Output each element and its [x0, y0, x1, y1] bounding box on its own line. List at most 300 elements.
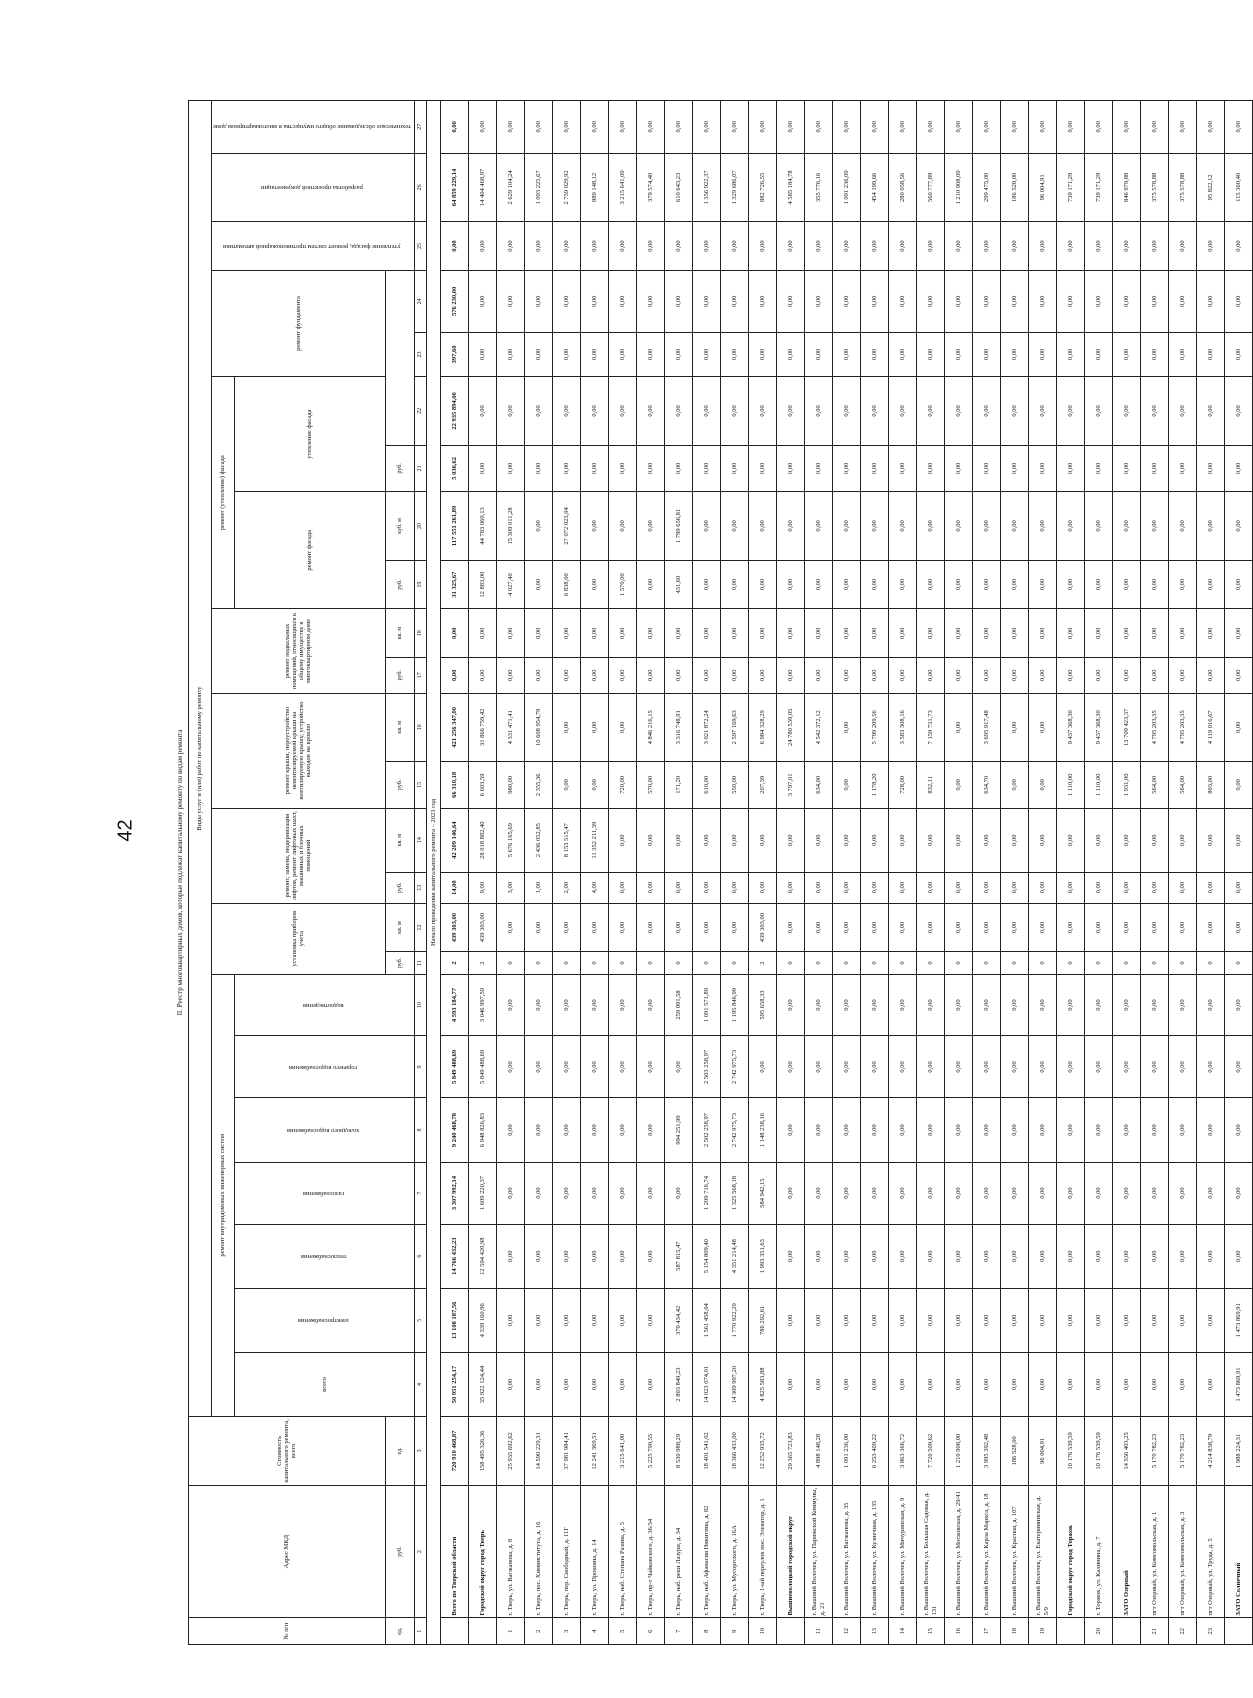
value-cell: 0,00 — [581, 1162, 609, 1224]
header-hot-water: горячего водоснабжения — [235, 1036, 415, 1098]
value-cell: 0,00 — [1225, 101, 1253, 154]
value-cell: 0,00 — [1169, 1352, 1197, 1416]
value-cell: 0,00 — [553, 1288, 581, 1352]
value-cell: 3 583 308,16 — [889, 693, 917, 762]
value-cell: 0,00 — [1085, 1162, 1113, 1224]
col-num: 3 — [415, 1417, 427, 1486]
value-cell: 0,00 — [665, 270, 693, 332]
row-number — [1225, 1618, 1253, 1645]
value-cell: 0,00 — [1029, 974, 1057, 1036]
value-cell: 0,00 — [497, 658, 525, 693]
value-cell: 0,00 — [525, 222, 553, 271]
address-cell: г. Тверь, наб. реки Лазури, д. 34 — [665, 1485, 693, 1618]
value-cell: 0 — [1225, 952, 1253, 974]
address-cell: г. Тверь, наб. Афанасия Никитина, д. 82 — [693, 1485, 721, 1618]
value-cell: 1,00 — [525, 872, 553, 903]
address-cell: г. Вышний Волочек, ул. Екатерининская, д. 5/9 — [1029, 1485, 1057, 1618]
value-cell: 0 — [721, 952, 749, 974]
value-cell: 0,00 — [1197, 872, 1225, 903]
value-cell: 0,00 — [805, 560, 833, 609]
value-cell: 0,00 — [525, 1224, 553, 1288]
value-cell: 439 303,00 — [469, 903, 497, 952]
value-cell: 14,00 — [441, 872, 469, 903]
value-cell: 18 401 541,02 — [693, 1417, 721, 1486]
value-cell: 1 473 869,91 — [1225, 1352, 1253, 1416]
value-cell: 1 473 869,91 — [1225, 1288, 1253, 1352]
value-cell: 0,00 — [665, 445, 693, 491]
value-cell: 0,00 — [469, 101, 497, 154]
value-cell: 4 214 838,79 — [1197, 1417, 1225, 1486]
value-cell: 0,00 — [581, 270, 609, 332]
row-number: 19 — [1029, 1618, 1057, 1645]
value-cell: 0,00 — [665, 1036, 693, 1098]
value-cell: 0 — [1169, 952, 1197, 974]
value-cell: 0,00 — [861, 808, 889, 872]
value-cell: 0 — [1113, 952, 1141, 974]
value-cell: 2,00 — [553, 872, 581, 903]
value-cell: 0,00 — [833, 609, 861, 658]
row-number: 13 — [861, 1618, 889, 1645]
value-cell: 0 — [665, 952, 693, 974]
value-cell: 0,00 — [833, 101, 861, 154]
table-row — [805, 101, 833, 1645]
value-cell: 0,00 — [1001, 1224, 1029, 1288]
col-num: 11 — [415, 952, 427, 974]
value-cell: 0,00 — [1225, 377, 1253, 446]
value-cell: 0,00 — [833, 492, 861, 561]
value-cell: 0,00 — [1197, 974, 1225, 1036]
value-cell: 0,00 — [805, 377, 833, 446]
table-row — [581, 101, 609, 1645]
value-cell: 0,00 — [917, 445, 945, 491]
value-cell: 0,00 — [665, 377, 693, 446]
value-cell: 0,00 — [1029, 1288, 1057, 1352]
address-cell: пгт Озерный, ул. Комсомольская, д. 1 — [1141, 1485, 1169, 1618]
value-cell: 14 766 432,23 — [441, 1224, 469, 1288]
value-cell: 0,00 — [917, 1288, 945, 1352]
value-cell: 0,00 — [861, 492, 889, 561]
value-cell: 0,00 — [1057, 1288, 1085, 1352]
value-cell: 64 859 229,14 — [441, 153, 469, 222]
value-cell: 95 822,12 — [1197, 153, 1225, 222]
row-number: 11 — [805, 1618, 833, 1645]
value-cell: 0,00 — [693, 872, 721, 903]
value-cell: 0,00 — [1085, 974, 1113, 1036]
value-cell: 96 004,91 — [1029, 1417, 1057, 1486]
value-cell: 0,00 — [861, 609, 889, 658]
value-cell: 0,00 — [889, 1036, 917, 1098]
value-cell: 0,00 — [1113, 1036, 1141, 1098]
value-cell: 0,00 — [1141, 1036, 1169, 1098]
value-cell: 4,00 — [581, 872, 609, 903]
address-cell: г. Тверь, ул. Мусоргского, д. 16А — [721, 1485, 749, 1618]
value-cell: 0 — [609, 952, 637, 974]
value-cell: 37 981 984,41 — [553, 1417, 581, 1486]
value-cell: 0,00 — [973, 1224, 1001, 1288]
value-cell: 0,00 — [693, 445, 721, 491]
value-cell: 0,00 — [721, 609, 749, 658]
value-cell: 0,00 — [1057, 377, 1085, 446]
value-cell: 0 — [1029, 952, 1057, 974]
value-cell: 0,00 — [665, 609, 693, 658]
unit-cum: куб. м — [385, 492, 414, 561]
value-cell: 0,00 — [777, 1036, 805, 1098]
value-cell: 115 360,40 — [1225, 153, 1253, 222]
value-cell: 0,00 — [917, 872, 945, 903]
value-cell: 14 404 468,97 — [469, 153, 497, 222]
value-cell: 5 225 790,55 — [637, 1417, 665, 1486]
value-cell: 0,00 — [973, 560, 1001, 609]
value-cell: 0,00 — [749, 332, 777, 376]
value-cell: 0,00 — [1169, 903, 1197, 952]
col-num: 27 — [415, 101, 427, 154]
value-cell: 0,00 — [973, 445, 1001, 491]
value-cell: 0,00 — [441, 658, 469, 693]
value-cell: 0,00 — [945, 1098, 973, 1162]
value-cell: 0,00 — [581, 222, 609, 271]
value-cell: 0,00 — [777, 1098, 805, 1162]
value-cell: 0,00 — [1141, 492, 1169, 561]
value-cell: 584 942,15 — [749, 1162, 777, 1224]
value-cell: 0,00 — [497, 332, 525, 376]
header-elevators: ремонт, замена, модернизация лифтов, ремонт лифтовых шахт, машинных и блочных помещений — [212, 808, 386, 903]
header-electro: электроснабжения — [235, 1288, 415, 1352]
value-cell: 0,00 — [1085, 492, 1113, 561]
value-cell: 0,00 — [721, 445, 749, 491]
row-number: 3 — [553, 1618, 581, 1645]
value-cell: 0,00 — [609, 1162, 637, 1224]
value-cell: 0,00 — [721, 270, 749, 332]
unit-sqm: кв. м — [385, 903, 414, 952]
value-cell: 882 726,55 — [749, 153, 777, 222]
value-cell: 0,00 — [1029, 332, 1057, 376]
value-cell: 0,00 — [1029, 492, 1057, 561]
value-cell: 0,00 — [1169, 101, 1197, 154]
value-cell: 0,00 — [861, 222, 889, 271]
value-cell: 0,00 — [609, 1036, 637, 1098]
value-cell: 0,00 — [749, 560, 777, 609]
value-cell: 0,00 — [637, 332, 665, 376]
value-cell: 0,00 — [1085, 377, 1113, 446]
value-cell: 0,00 — [693, 903, 721, 952]
value-cell: 0,00 — [637, 101, 665, 154]
value-cell: 0,00 — [1057, 1036, 1085, 1098]
value-cell: 0,00 — [861, 377, 889, 446]
value-cell: 0,00 — [917, 222, 945, 271]
value-cell: 0,00 — [1197, 270, 1225, 332]
value-cell: 0,00 — [497, 270, 525, 332]
value-cell: 0,00 — [525, 492, 553, 561]
header-basement: ремонт подвальных помещений, относящихся к общему имуществу в многоквартирном доме — [212, 609, 386, 693]
value-cell: 158 495 326,36 — [469, 1417, 497, 1486]
value-cell: 1 093 225,67 — [525, 153, 553, 222]
value-cell: 397,60 — [441, 332, 469, 376]
unit-rub: руб. — [385, 872, 414, 903]
value-cell: 0,00 — [749, 658, 777, 693]
value-cell: 0,00 — [1169, 609, 1197, 658]
table-row — [693, 101, 721, 1645]
value-cell: 0,00 — [1001, 1162, 1029, 1224]
value-cell: 610,00 — [693, 762, 721, 808]
value-cell: 3 046 997,59 — [469, 974, 497, 1036]
value-cell: 0,00 — [1085, 332, 1113, 376]
value-cell: 560 777,89 — [917, 153, 945, 222]
value-cell: 0,00 — [1169, 1224, 1197, 1288]
value-cell: 1 931,00 — [1113, 762, 1141, 808]
address-cell: г. Тверь, наб. Степана Разина, д. 5 — [609, 1485, 637, 1618]
value-cell: 0,00 — [553, 270, 581, 332]
address-cell: пгт Озерный, ул. Труда, д. 5 — [1197, 1485, 1225, 1618]
value-cell: 44 783 060,13 — [469, 492, 497, 561]
value-cell: 0 — [1057, 952, 1085, 974]
value-cell: 186 528,00 — [1001, 1417, 1029, 1486]
value-cell: 0,00 — [693, 609, 721, 658]
value-cell: 0,00 — [721, 560, 749, 609]
row-number: 8 — [693, 1618, 721, 1645]
value-cell: 35 922 124,44 — [469, 1352, 497, 1416]
row-number: 6 — [637, 1618, 665, 1645]
value-cell: 1 210 908,00 — [945, 153, 973, 222]
value-cell: 1 988 224,31 — [1225, 1417, 1253, 1486]
value-cell: 2 597 169,63 — [721, 693, 749, 762]
header-cold-water: холодного водоснабжения — [235, 1098, 415, 1162]
value-cell: 171,20 — [665, 762, 693, 808]
header-sewer: водоотведения — [235, 974, 415, 1036]
value-cell: 2 742 975,73 — [721, 1036, 749, 1098]
value-cell: 0,00 — [1001, 974, 1029, 1036]
value-cell: 0,00 — [553, 974, 581, 1036]
table-row — [945, 101, 973, 1645]
value-cell: 3 316 748,91 — [665, 693, 693, 762]
value-cell: 0,00 — [1057, 492, 1085, 561]
value-cell: 5 849 488,69 — [441, 1036, 469, 1098]
unit-rub: руб. — [385, 560, 414, 609]
value-cell: 0,00 — [637, 1098, 665, 1162]
value-cell: 0,00 — [721, 872, 749, 903]
value-cell: 0,00 — [1085, 1036, 1113, 1098]
value-cell: 0,00 — [1141, 609, 1169, 658]
row-number: 5 — [609, 1618, 637, 1645]
value-cell: 0 — [973, 952, 1001, 974]
col-num: 14 — [415, 808, 427, 872]
value-cell: 0,00 — [945, 492, 973, 561]
address-cell: Городской округ город Тверь — [469, 1485, 497, 1618]
value-cell: 0,00 — [889, 903, 917, 952]
col-num: 1 — [415, 1618, 427, 1645]
value-cell: 42 209 146,64 — [441, 808, 469, 872]
value-cell: 0,00 — [889, 872, 917, 903]
row-number — [1057, 1618, 1085, 1645]
value-cell: 0,00 — [805, 974, 833, 1036]
value-cell: 1 110,00 — [1057, 762, 1085, 808]
value-cell: 10 176 539,59 — [1085, 1417, 1113, 1486]
value-cell: 0,00 — [973, 101, 1001, 154]
value-cell: 0,00 — [1001, 377, 1029, 446]
value-cell: 0,00 — [1113, 658, 1141, 693]
value-cell: 0,00 — [1197, 903, 1225, 952]
table-row — [665, 101, 693, 1645]
value-cell: 12 883,00 — [469, 560, 497, 609]
value-cell: 0,00 — [581, 492, 609, 561]
value-cell: 0,00 — [497, 1352, 525, 1416]
value-cell: 889 148,12 — [581, 153, 609, 222]
col-num: 9 — [415, 1036, 427, 1098]
value-cell: 0,00 — [1169, 222, 1197, 271]
address-cell: г. Вышний Волочек, ул. Мичуринская, д. 9 — [889, 1485, 917, 1618]
municipality-row — [1057, 101, 1085, 1645]
value-cell: 0 — [497, 952, 525, 974]
value-cell: 0,00 — [665, 808, 693, 872]
value-cell: 0,00 — [917, 1162, 945, 1224]
value-cell: 0,00 — [1141, 808, 1169, 872]
value-cell: 0,00 — [1225, 492, 1253, 561]
value-cell: 4 898 148,28 — [805, 1417, 833, 1486]
value-cell: 7 159 731,73 — [917, 693, 945, 762]
row-number: 7 — [665, 1618, 693, 1645]
value-cell: 0,00 — [805, 1162, 833, 1224]
value-cell: 0,00 — [637, 492, 665, 561]
value-cell: 0,00 — [469, 445, 497, 491]
table-row — [637, 101, 665, 1645]
value-cell: 0,00 — [1113, 808, 1141, 872]
value-cell: 0,00 — [721, 101, 749, 154]
row-number — [1113, 1618, 1141, 1645]
value-cell: 24 780 539,05 — [777, 693, 805, 762]
value-cell: 0,00 — [861, 270, 889, 332]
value-cell: 0,00 — [1141, 1288, 1169, 1352]
header-facade-group: ремонт (утепление) фасада — [212, 377, 235, 609]
value-cell: 0,00 — [1113, 560, 1141, 609]
value-cell: 4 585 184,78 — [777, 153, 805, 222]
value-cell: 0,00 — [497, 101, 525, 154]
value-cell: 0,00 — [1225, 762, 1253, 808]
value-cell: 2 742 975,73 — [721, 1098, 749, 1162]
value-cell: 0,00 — [1029, 270, 1057, 332]
value-cell: 0,00 — [833, 658, 861, 693]
value-cell: 0,00 — [581, 1036, 609, 1098]
value-cell: 0,00 — [805, 1036, 833, 1098]
value-cell: 3 995 392,48 — [973, 1417, 1001, 1486]
value-cell: 4 331 471,41 — [497, 693, 525, 762]
value-cell: 0,00 — [609, 974, 637, 1036]
value-cell: 0,00 — [1085, 808, 1113, 872]
value-cell: 0,00 — [945, 445, 973, 491]
address-cell: г. Тверь, пр-т Чайковского, д. 36/34 — [637, 1485, 665, 1618]
value-cell: 595 658,33 — [749, 974, 777, 1036]
value-cell: 0,00 — [721, 808, 749, 872]
address-cell: ЗАТО Озерный — [1113, 1485, 1141, 1618]
value-cell: 5 154 809,40 — [693, 1224, 721, 1288]
col-num: 17 — [415, 658, 427, 693]
value-cell: 6 948 826,83 — [469, 1098, 497, 1162]
value-cell: 3,00 — [497, 872, 525, 903]
value-cell: 14 556 403,25 — [1113, 1417, 1141, 1486]
value-cell: 0 — [889, 952, 917, 974]
unit-sqm: кв. м — [385, 693, 414, 762]
value-cell: 0,00 — [889, 445, 917, 491]
value-cell: 3 215 641,00 — [609, 1417, 637, 1486]
value-cell: 0,00 — [553, 1224, 581, 1288]
header-engineering-systems: ремонт внутридомовых инженерных систем — [212, 974, 235, 1417]
value-cell: 0,00 — [609, 903, 637, 952]
value-cell: 0,00 — [497, 609, 525, 658]
header-design-docs: разработка проектной документации — [212, 153, 415, 222]
value-cell: 0,00 — [945, 1224, 973, 1288]
value-cell: 0,00 — [609, 332, 637, 376]
table-row — [1029, 101, 1057, 1645]
value-cell: 22 935 894,00 — [441, 377, 469, 446]
value-cell: 0,00 — [945, 658, 973, 693]
value-cell: 3 215 641,00 — [609, 153, 637, 222]
value-cell: 5 849 488,69 — [469, 1036, 497, 1098]
value-cell: 207,39 — [749, 762, 777, 808]
value-cell: 0,00 — [581, 377, 609, 446]
value-cell: 0,00 — [1029, 1098, 1057, 1162]
value-cell: 0,00 — [973, 872, 1001, 903]
value-cell: 0,00 — [1029, 762, 1057, 808]
value-cell: 0,00 — [441, 101, 469, 154]
value-cell: 4 339 160,96 — [469, 1288, 497, 1352]
period-row — [427, 101, 441, 1645]
value-cell: 0,00 — [777, 445, 805, 491]
value-cell: 0,00 — [973, 609, 1001, 658]
value-cell: 0,00 — [833, 1288, 861, 1352]
value-cell: 0,00 — [609, 222, 637, 271]
value-cell: 994 251,99 — [665, 1098, 693, 1162]
page-number: 42 — [114, 819, 137, 842]
value-cell: 15 309 011,28 — [497, 492, 525, 561]
value-cell: 0,00 — [665, 903, 693, 952]
value-cell: 0,00 — [861, 658, 889, 693]
value-cell: 0,00 — [805, 872, 833, 903]
value-cell: 0,00 — [1225, 1224, 1253, 1288]
value-cell: 0,00 — [1141, 332, 1169, 376]
value-cell: 0,00 — [889, 492, 917, 561]
value-cell: 0,00 — [721, 903, 749, 952]
value-cell: 2 503 258,97 — [693, 1036, 721, 1098]
value-cell: 0,00 — [777, 1224, 805, 1288]
value-cell: 0,00 — [973, 1162, 1001, 1224]
row-number: 17 — [973, 1618, 1001, 1645]
row-number: 15 — [917, 1618, 945, 1645]
value-cell: 0,00 — [861, 1288, 889, 1352]
value-cell: 0,00 — [1001, 1288, 1029, 1352]
value-cell: 0,00 — [1029, 445, 1057, 491]
value-cell: 0,00 — [693, 658, 721, 693]
value-cell: 4 846 216,15 — [637, 693, 665, 762]
value-cell: 0,00 — [1057, 872, 1085, 903]
value-cell: 0,00 — [945, 1352, 973, 1416]
value-cell: 0,00 — [1029, 222, 1057, 271]
value-cell: 0,00 — [945, 974, 973, 1036]
value-cell: 0,00 — [609, 808, 637, 872]
address-cell: г. Вышний Волочек, ул. Карла Маркса, д. 18 — [973, 1485, 1001, 1618]
value-cell: 0,00 — [1001, 492, 1029, 561]
value-cell: 0,00 — [553, 445, 581, 491]
value-cell: 0,00 — [917, 1224, 945, 1288]
value-cell: 0,00 — [1141, 222, 1169, 271]
value-cell: 0,00 — [1085, 1098, 1113, 1162]
value-cell: 728,00 — [889, 762, 917, 808]
table-row — [497, 101, 525, 1645]
value-cell: 12 252 935,72 — [749, 1417, 777, 1486]
value-cell: 0,00 — [945, 222, 973, 271]
value-cell: 0,00 — [945, 762, 973, 808]
value-cell: 0,00 — [469, 222, 497, 271]
value-cell: 3 021 872,24 — [693, 693, 721, 762]
value-cell: 0,00 — [805, 445, 833, 491]
table-row — [749, 101, 777, 1645]
